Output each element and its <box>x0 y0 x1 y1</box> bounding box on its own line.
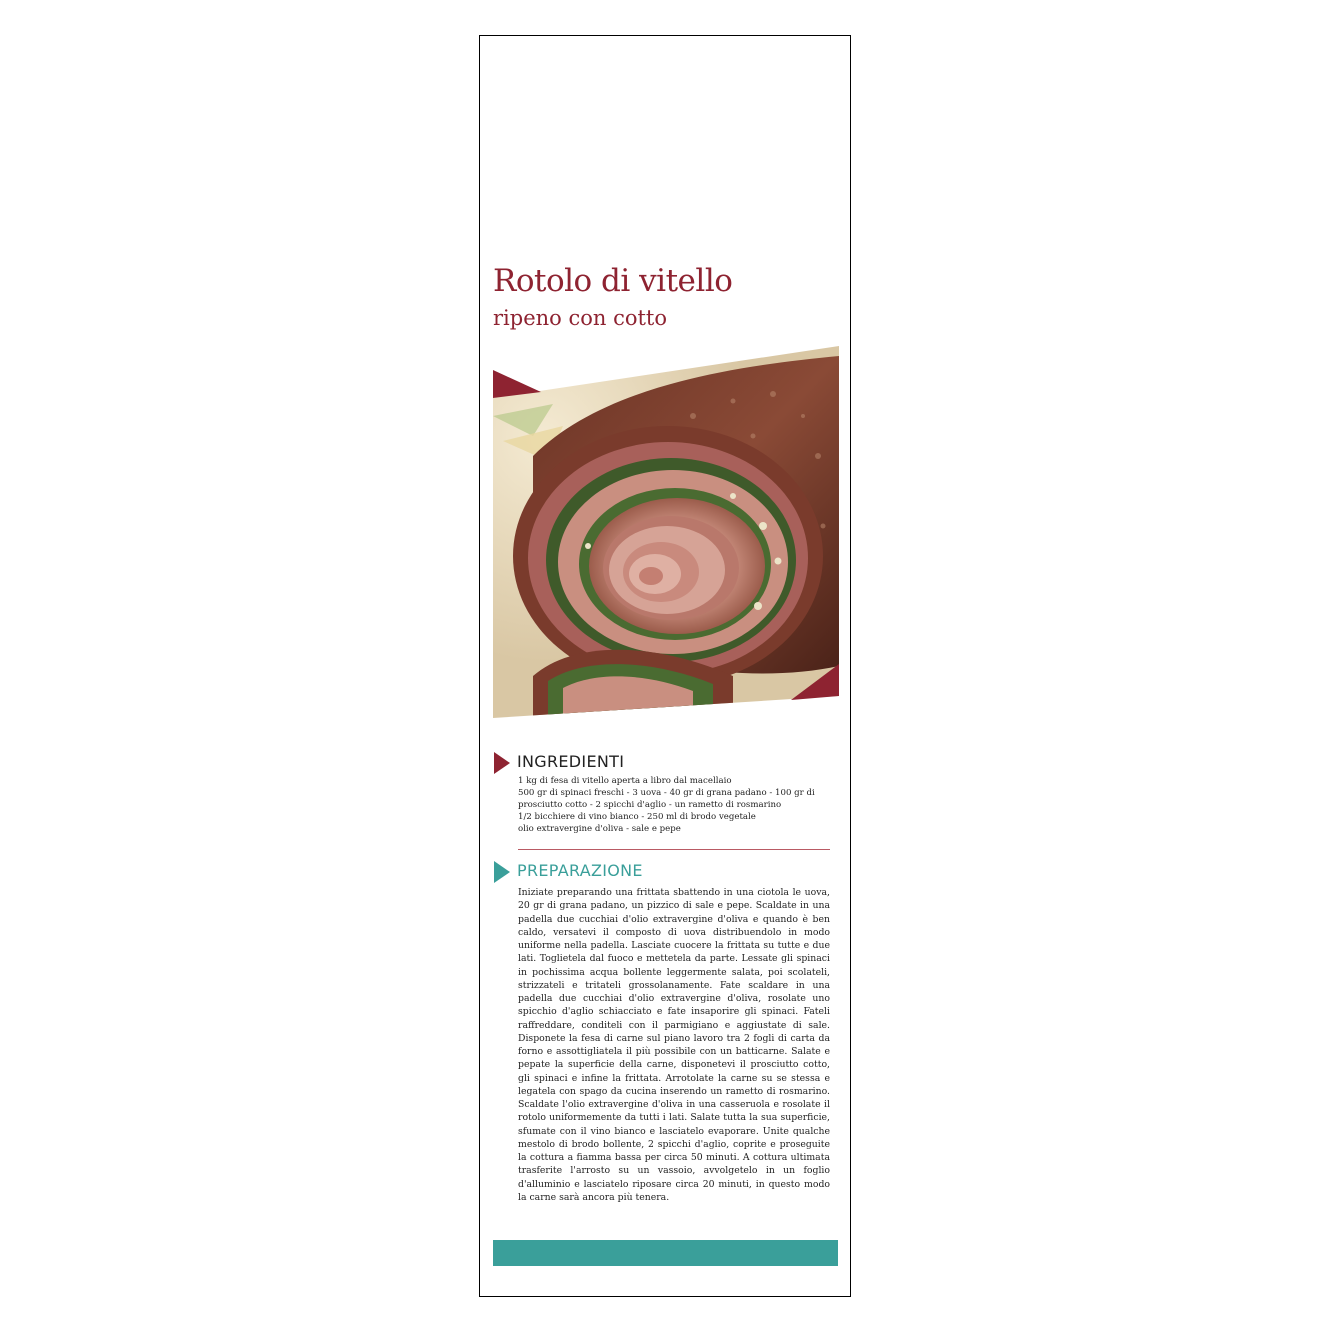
preparation-text: Iniziate preparando una frittata sbattendo in una ciotola le uova, 20 gr di grana padano, un pizzico di sale e pepe. Scaldate in una padella due cucchiai d'olio extravergine d'oliva e quando è ben caldo, versatevi il composto di uova distribuendolo in modo uniforme nella padella. Lasciate cuocere la frittata su tutte e due lati. Toglietela dal fuoco e mettetela da parte. Lessate gli spinaci in pochissima acqua bollente leggermente salata, poi scolateli, strizzateli e tritateli grossolanamente. Fate scaldare in una padella due cucchiai d'olio extravergine d'oliva, rosolate uno spicchio d'aglio schiacciato e fate insaporire gli spinaci. Fateli raffreddare, conditeli con il parmigiano e aggiustate di sale. Disponete la fesa di carne sul piano lavoro tra 2 fogli di carta da forno e assottigliatela il più possibile con un batticarne. Salate e pepate la superficie della carne, disponetevi il prosciutto cotto, gli spinaci e infine la frittata. Arrotolate la carne su se stessa e legatela con spago da cucina inserendo un rametto di rosmarino. Scaldate l'olio extravergine d'oliva in una casseruola e rosolate il rotolo uniformemente da tutti i lati. Salate tutta la sua superficie, sfumate con il vino bianco e lasciatelo evaporare. Unite qualche mestolo di brodo bollente, 2 spicchi d'aglio, coprite e proseguite la cottura a fiamma bassa per circa 50 minuti. A cottura ultimata trasferite l'arrosto su un vassoio, avvolgetelo in un foglio d'alluminio e lasciatelo riposare circa 20 minuti, in questo modo la carne sarà ancora più tenera. <box>518 887 830 1203</box>
ingredient-line: 500 gr di spinaci freschi - 3 uova - 40 gr di grana padano - 100 gr di <box>518 787 815 798</box>
recipe-subtitle: ripeno con cotto <box>493 306 667 330</box>
ingredient-line: 1 kg di fesa di vitello aperta a libro dal macellaio <box>518 776 732 786</box>
rolled-veal-roast-icon <box>493 346 839 718</box>
ingredients-heading: INGREDIENTI <box>517 752 625 771</box>
preparation-heading: PREPARAZIONE <box>517 861 643 880</box>
recipe-title: Rotolo di vitello <box>493 263 733 299</box>
preparation-arrow-icon <box>494 861 510 883</box>
ingredient-line: olio extravergine d'oliva - sale e pepe <box>518 823 681 834</box>
ingredient-line: prosciutto cotto - 2 spicchi d'aglio - un rametto di rosmarino <box>518 799 782 810</box>
ingredient-line: 1/2 bicchiere di vino bianco - 250 ml di brodo vegetale <box>518 811 756 822</box>
section-divider <box>518 849 830 850</box>
footer-bar <box>493 1240 838 1266</box>
ingredients-arrow-icon <box>494 752 510 774</box>
ingredients-list <box>518 776 838 836</box>
